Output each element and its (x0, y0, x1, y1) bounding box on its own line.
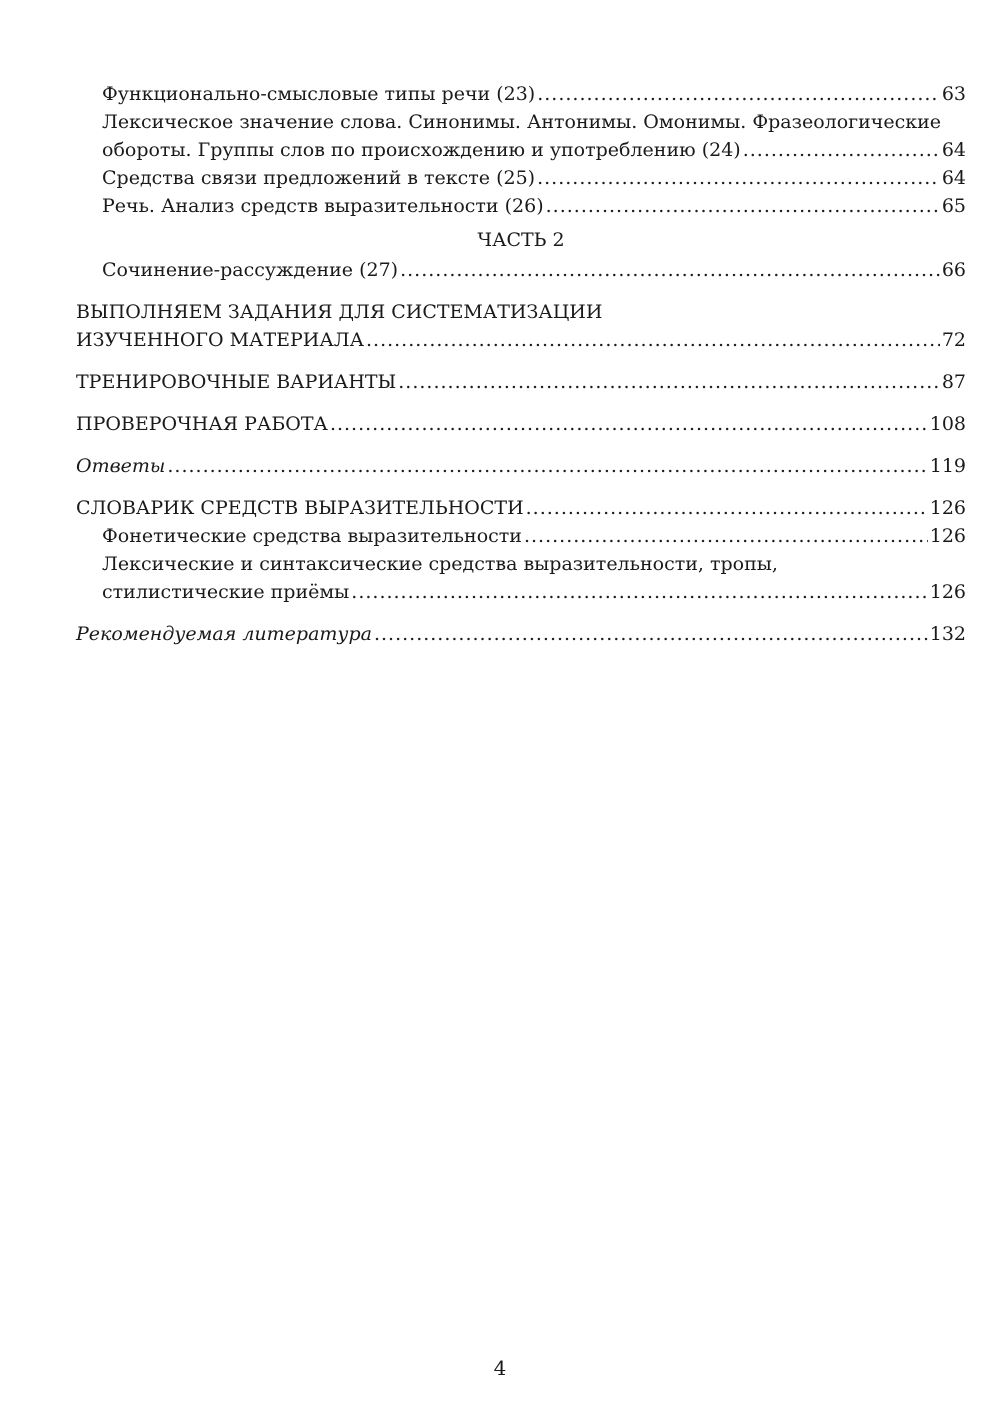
toc-leader-dots (400, 256, 940, 284)
toc-page-number: 64 (941, 167, 966, 189)
toc-page-number: 63 (941, 83, 966, 105)
toc-entry-multiline (76, 550, 966, 606)
toc-entry (76, 620, 966, 648)
toc-entry-label: ПРОВЕРОЧНАЯ РАБОТА (76, 413, 328, 435)
toc-page-number: 126 (929, 525, 966, 547)
toc-entry-label-line1: Лексическое значение слова. Синонимы. Антонимы. Омонимы. Фразеологические (102, 111, 942, 133)
toc-leader-dots (524, 522, 928, 550)
toc-entry-label: Рекомендуемая литература (76, 623, 372, 645)
toc-page-number: 72 (941, 329, 966, 351)
toc-leader-dots (743, 136, 940, 164)
toc-entry (76, 494, 966, 522)
toc-entry (76, 164, 966, 192)
toc-leader-dots (330, 410, 928, 438)
toc-entry (76, 192, 966, 220)
toc-entry-label: Сочинение-рассуждение (27) (102, 259, 399, 281)
toc-entry-label-line1: ВЫПОЛНЯЕМ ЗАДАНИЯ ДЛЯ СИСТЕМАТИЗАЦИИ (76, 301, 603, 323)
toc-entry-label: Речь. Анализ средств выразительности (26) (102, 195, 544, 217)
toc-entry (76, 368, 966, 396)
toc-leader-dots (366, 326, 940, 354)
toc-page-number: 119 (929, 455, 966, 477)
part-heading: ЧАСТЬ 2 (477, 229, 565, 251)
toc-entry-label: ИЗУЧЕННОГО МАТЕРИАЛА (76, 329, 364, 351)
toc-page-number: 108 (929, 413, 966, 435)
toc-entry-label: Функционально-смысловые типы речи (23) (102, 83, 536, 105)
toc-leader-dots (546, 192, 940, 220)
page-number: 4 (493, 1356, 507, 1380)
toc-page-number: 64 (941, 139, 966, 161)
toc-entry (76, 410, 966, 438)
toc-page-number: 66 (941, 259, 966, 281)
toc-entry-label-line1: Лексические и синтаксические средства выразительности, тропы, (102, 553, 778, 575)
toc-leader-dots (374, 620, 928, 648)
toc-leader-dots (537, 164, 940, 192)
toc-leader-dots (167, 452, 927, 480)
toc-entry-line2 (76, 326, 966, 354)
toc-entry-label: Средства связи предложений в тексте (25) (102, 167, 536, 189)
toc-entry-multiline (76, 298, 966, 354)
toc-entry-line2 (102, 136, 966, 164)
toc-page-number: 65 (941, 195, 966, 217)
toc-page-number: 132 (929, 623, 966, 645)
toc-leader-dots (398, 368, 940, 396)
toc-entry (76, 80, 966, 108)
toc-entry-label: ТРЕНИРОВОЧНЫЕ ВАРИАНТЫ (76, 371, 397, 393)
table-of-contents (76, 80, 966, 648)
toc-leader-dots (537, 80, 940, 108)
toc-entry-multiline (76, 108, 966, 164)
toc-entry-label: Ответы (76, 455, 166, 477)
toc-page-number: 126 (929, 497, 966, 519)
toc-page-number: 87 (941, 371, 966, 393)
toc-page-number: 126 (929, 581, 966, 603)
toc-entry-label: стилистические приёмы (102, 581, 350, 603)
toc-entry (76, 522, 966, 550)
toc-entry (76, 256, 966, 284)
toc-entry-line2 (102, 578, 966, 606)
toc-entry-label: Фонетические средства выразительности (102, 525, 522, 547)
toc-entry-label: СЛОВАРИК СРЕДСТВ ВЫРАЗИТЕЛЬНОСТИ (76, 497, 524, 519)
toc-leader-dots (351, 578, 927, 606)
toc-entry (76, 452, 966, 480)
toc-entry-label: обороты. Группы слов по происхождению и употреблению (24) (102, 139, 741, 161)
toc-leader-dots (526, 494, 928, 522)
